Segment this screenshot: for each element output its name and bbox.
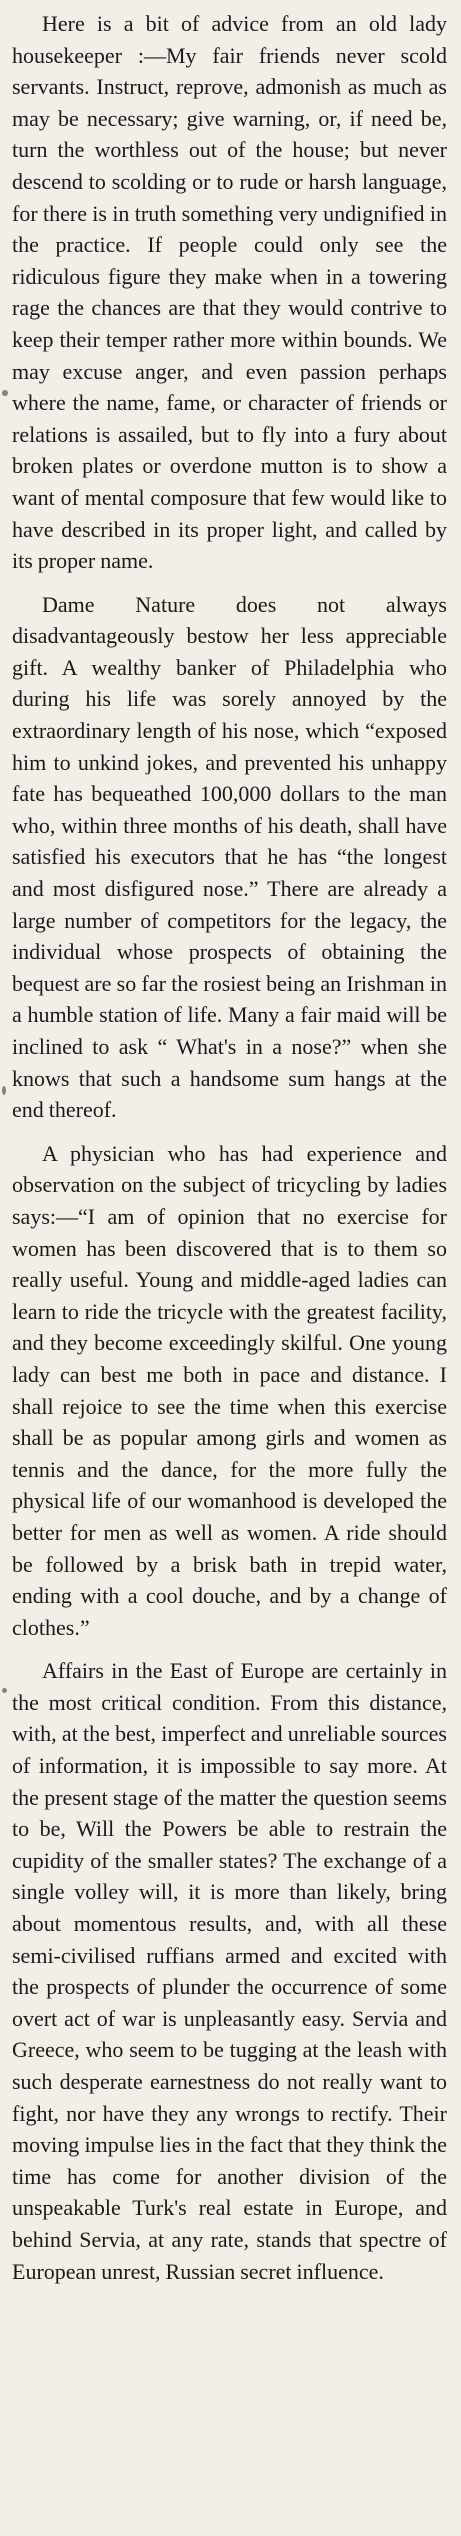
paragraph-east-of-europe: Affairs in the East of Europe are certainly in the most critical condition. From this distance, with, at the best, imperfect and unreliable sources of information, it is impossible to say more. At the present stage of the matter the question seems to be, Will the Powers be able to restrain the cupidity of the smaller states? The exchange of a single volley will, it is more than likely, bring about momentous results, and, with all these semi-civilised ruffians armed and excited with the prospects of plunder the occurrence of some overt act of war is unpleasantly easy. Servia and Greece, who seem to be tugging at the leash with such desperate earnestness do not really want to fight, nor have they any wrongs to rectify. Their moving impulse lies in the fact that they think the time has come for another division of the unspeakable Turk's real estate in Europe, and behind Servia, at any rate, stands that spectre of European unrest, Russian secret influence.: [12, 1658, 447, 2284]
ink-smudge-mark: [2, 1086, 6, 1095]
paragraph-nose-legacy: Dame Nature does not always disadvantageously bestow her less appreciable gift. A wealthy banker of Philadelphia who during his life was sorely annoyed by the extraordinary length of his nose, which “exposed him to unkind jokes, and prevented his unhappy fate has bequeathed 100,000 dollars to the man who, within three months of his death, shall have satisfied his executors that he has “the longest and most disfigured nose.” There are already a large number of competitors for the legacy, the individual whose prospects of obtaining the bequest are so far the rosiest being an Irishman in a humble station of life. Many a fair maid will be inclined to ask “ What's in a nose?” when she knows that such a handsome sum hangs at the end thereof.: [12, 591, 447, 1123]
ink-smudge-mark: [2, 390, 8, 396]
paragraph-tricycling-ladies: A physician who has had experience and observation on the subject of tricycling by ladies says:—“I am of opinion that no exercise for women has been discovered that is to them so really useful. Young and middle-aged ladies can learn to ride the tricycle with the greatest facility, and they become exceedingly skilful. One young lady can best me both in pace and distance. I shall rejoice to see the time when this exercise shall be as popular among girls and women as tennis and the dance, for the more fully the physical life of our womanhood is developed the better for men as well as women. A ride should be followed by a brisk bath in trepid water, ending with a cool douche, and by a change of clothes.”: [12, 1140, 447, 1640]
paragraph-housekeeper-advice: Here is a bit of advice from an old lady housekeeper :—My fair friends never scold servants. Instruct, reprove, admonish as much as may be necessary; give warning, or, if need be, turn the worthless out of the house; but never descend to scolding or to rude or harsh language, for there is in truth something very undignified in the practice. If people could only see the ridiculous figure they make when in a towering rage the chances are that they would contrive to keep their temper rather more within bounds. We may excuse anger, and even passion perhaps where the name, fame, or character of friends or relations is assailed, but to fly into a fury about broken plates or overdone mutton is to show a want of mental composure that few would like to have described in its proper light, and called by its proper name.: [12, 11, 447, 574]
ink-smudge-mark: [2, 1688, 7, 1693]
